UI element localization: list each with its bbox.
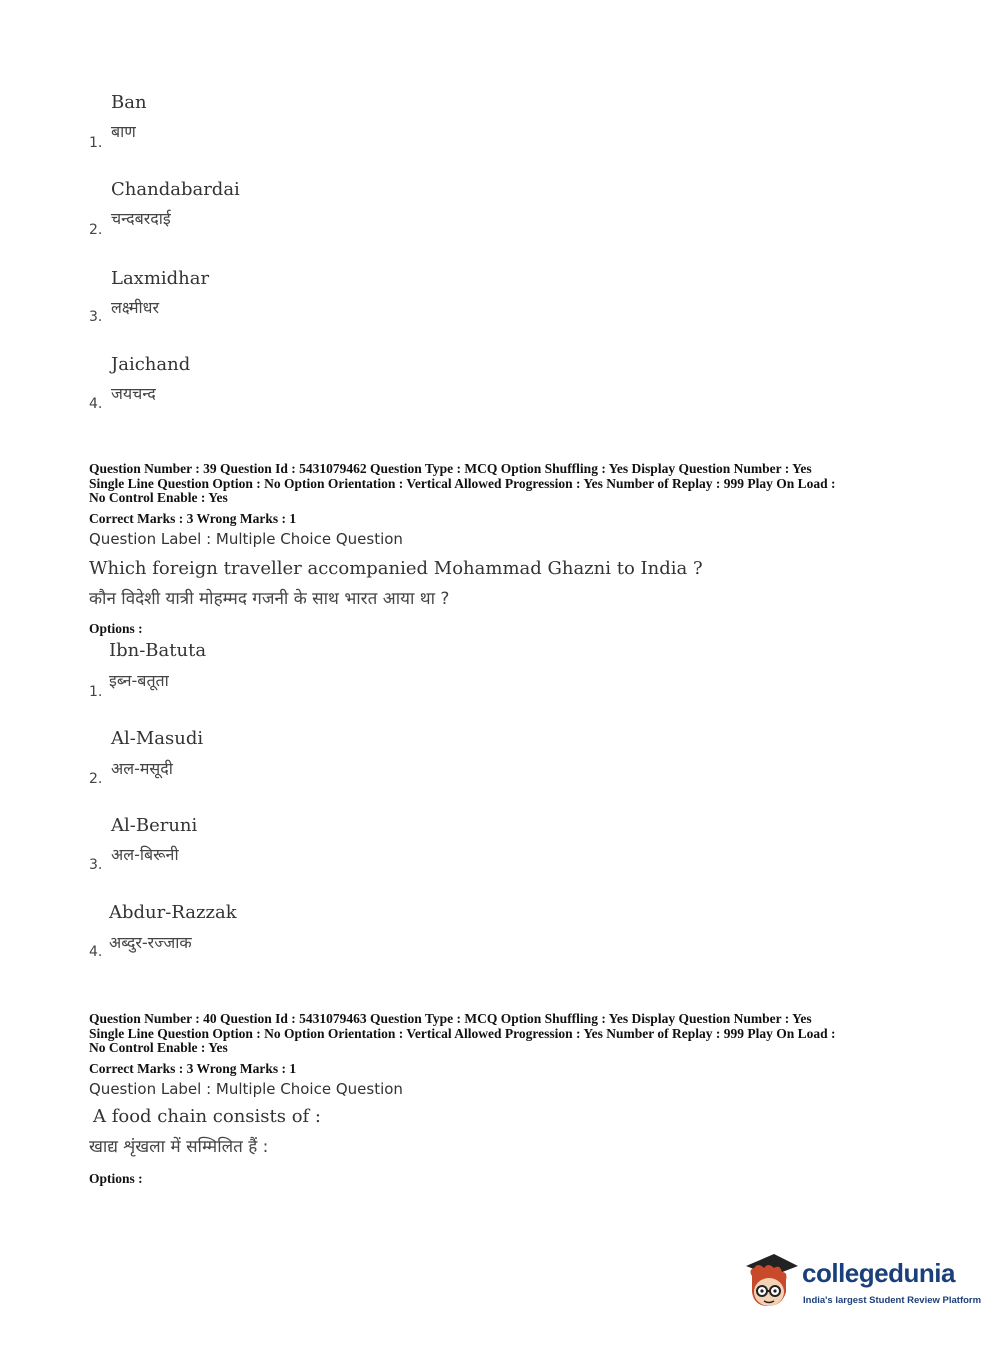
option-number: 3. [89, 309, 103, 325]
option-text-hi: लक्ष्मीधर [111, 298, 160, 317]
option-number: 2. [89, 222, 103, 238]
mascot-icon [742, 1250, 800, 1312]
logo-wordmark: collegedunia [802, 1258, 955, 1288]
option-text-hi: इब्न-बतूता [109, 671, 169, 690]
options-heading: Options : [89, 1171, 143, 1186]
option-text-hi: जयचन्द [111, 384, 156, 403]
question-text-hi: खाद्य शृंखला में सम्मिलित हैं : [89, 1137, 269, 1157]
meta-line: Question Number : 39 Question Id : 5431079462 Question Type : MCQ Option Shuffling : Yes Display Question Number : Yes [89, 461, 812, 476]
meta-line: No Control Enable : Yes [89, 490, 228, 505]
question-label: Question Label : Multiple Choice Question [89, 530, 403, 548]
option-text-en: Chandabardai [111, 179, 240, 200]
option-text-en: Ibn-Batuta [109, 640, 207, 661]
option-number: 3. [89, 857, 103, 873]
option-text-en: Laxmidhar [111, 268, 210, 289]
option-number: 2. [89, 771, 103, 787]
question-marks: Correct Marks : 3 Wrong Marks : 1 [89, 1061, 297, 1076]
option-text-en: Abdur-Razzak [109, 902, 237, 923]
question-label: Question Label : Multiple Choice Question [89, 1080, 403, 1098]
option-text-hi: अल-मसूदी [111, 759, 173, 778]
options-heading: Options : [89, 621, 143, 636]
option-text-en: Al-Beruni [111, 815, 198, 836]
meta-line: Question Number : 40 Question Id : 5431079463 Question Type : MCQ Option Shuffling : Yes Display Question Number : Yes [89, 1011, 812, 1026]
meta-line: Single Line Question Option : No Option Orientation : Vertical Allowed Progression : Yes Number of Replay : 999 Play On Load : [89, 1025, 836, 1041]
option-text-hi: बाण [111, 122, 136, 141]
meta-line: Single Line Question Option : No Option Orientation : Vertical Allowed Progression : Yes Number of Replay : 999 Play On Load : [89, 475, 836, 491]
option-text-en: Ban [111, 92, 147, 113]
question-meta [89, 462, 919, 506]
option-number: 4. [89, 396, 103, 412]
meta-line: No Control Enable : Yes [89, 1040, 228, 1055]
option-text-hi: अब्दुर-रज्जाक [109, 933, 192, 952]
option-number: 1. [89, 135, 103, 151]
logo-tagline: India's largest Student Review Platform [803, 1295, 982, 1306]
question-text-en: A food chain consists of : [93, 1106, 321, 1127]
question-meta [89, 1012, 919, 1056]
option-text-en: Al-Masudi [111, 728, 204, 749]
option-number: 1. [89, 684, 103, 700]
option-text-hi: अल-बिरूनी [111, 845, 179, 864]
question-text-hi: कौन विदेशी यात्री मोहम्मद गजनी के साथ भारत आया था ? [89, 589, 450, 609]
collegedunia-logo [742, 1250, 982, 1312]
option-text-hi: चन्दबरदाई [111, 209, 171, 228]
option-text-en: Jaichand [111, 354, 191, 375]
question-marks: Correct Marks : 3 Wrong Marks : 1 [89, 511, 297, 526]
option-number: 4. [89, 944, 103, 960]
question-text-en: Which foreign traveller accompanied Mohammad Ghazni to India ? [89, 558, 703, 579]
